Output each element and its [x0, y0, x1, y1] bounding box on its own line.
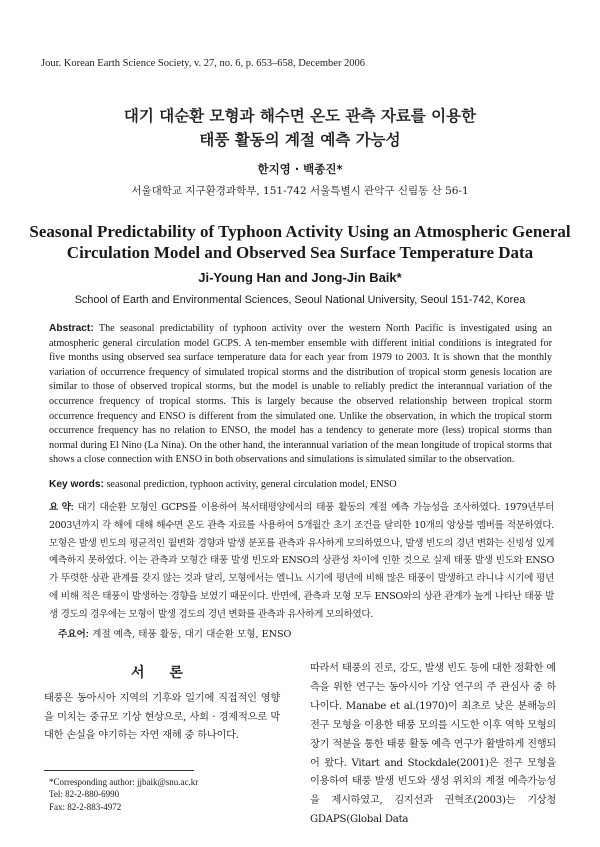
- journal-citation: Jour. Korean Earth Science Society, v. 27, no. 6, p. 653–658, December 2006: [41, 58, 366, 69]
- introduction-left-column: 태풍은 동아시아 지역의 기후와 일기에 직접적인 영향을 미치는 중규모 기상 현상으로, 사회 · 경제적으로 막대한 손실을 야기하는 자연 재해 중 하나이다.: [44, 693, 280, 742]
- telephone: Tel: 82-2-880-6990: [49, 789, 120, 800]
- keywords-label: Key words:: [49, 479, 104, 490]
- korean-keywords-label: 주요어:: [58, 629, 89, 640]
- korean-abstract-text: 대기 대순환 모형인 GCPS를 이용하여 북서태평양에서의 태풍 활동의 계절 예측 가능성을 조사하였다. 1979년부터 2003년까지 각 해에 대해 해수면 온도 관측 자료를 사용하여 5개월간 초기 조건을 달리한 10개의 앙상블 멤버를 적분하였다. 모형은 발생 빈도의 평균적인 월변화 경향과 발생 분포를 관측과 유사하게 모의하였으나, 발생 빈도의 경년 변화는 신빙성 있게 예측하지 못하였다. 이는 관측과 모형간 태풍 발생 빈도와 ENSO의 상관성 차이에 인한 것으로 실제 태풍 발생 빈도와 ENSO가 뚜렷한 상관 관계를 갖지 않는 것과 달리, 모형에서는 엘니뇨 시기에 평년에 비해 많은 태풍이 발생하고 라니냐 시기에 평년에 비해 적은 태풍이 발생하는 경향을 보였기 때문이다. 반면에, 관측과 모형 모두 ENSO와의 상관 관계가 높게 나타난 태풍 발생 경도의 경우에는 모형이 발생 경도의 경년 변화를 관측과 유사하게 모의하였다.: [49, 502, 555, 620]
- footnote-divider: [44, 770, 194, 771]
- english-title-line-1: Seasonal Predictability of Typhoon Activity Using an Atmospheric General: [29, 222, 571, 241]
- fax: Fax: 82-2-883-4972: [49, 801, 122, 812]
- english-affiliation: School of Earth and Environmental Sciences, Seoul National University, Seoul 151-742, Korea: [74, 294, 526, 306]
- korean-affiliation: 서울대학교 지구환경과학부, 151-742 서울특별시 관악구 신림동 산 56-1: [131, 185, 469, 197]
- footnote: [49, 776, 285, 813]
- introduction-right-column: 따라서 태풍의 진로, 강도, 발생 빈도 등에 대한 정확한 예측을 위한 연구는 동아시아 기상 연구의 주 관심사 중 하나이다. Manabe et al.(1970)이 최초로 낮은 분해능의 전구 모형을 이용한 태풍 모의를 시도한 이후 역학 모형의 장기 적분을 통한 태풍 활동 예측 연구가 활발하게 진행되어 왔다. Vitart and Stockdale(2001)은 전구 모형을 이용하여 태풍 발생 빈도와 생성 위치의 계절 예측가능성을 제시하였고, 김지선과 권혁조(2003)는 기상청 GDAPS(Global Data: [310, 663, 556, 826]
- abstract: [49, 322, 552, 468]
- abstract-text: The seasonal predictability of typhoon activity over the western North Pacific is investigated using an atmospheric general circulation model GCPS. A ten-member ensemble with different initial conditions is integrated for five months using observed sea surface temperature data for each year from 1979 to 2003. It is shown that the monthly variation of occurrence frequency of simulated tropical storms and the distribution of tropical storm genesis location are similar to those of observed tropical storms, but the model is unable to reliably predict the interannual variation of the occurrence frequency of tropical storms. This is largely because the observed relationship between tropical storm occurrence frequency and ENSO is different from the simulated one. Unlike the observation, in which the tropical storm occurrence frequency has no relation to ENSO, the model has a tendency to generate more (less) tropical storms than normal during El Nino (La Nina). On the other hand, the interannual variation of the mean longitude of tropical storms that shows a close connection with ENSO in both observations and simulations is simulated similar to the observation.: [49, 323, 552, 466]
- korean-keywords: [58, 626, 558, 640]
- english-authors: Ji-Young Han and Jong-Jin Baik*: [198, 270, 402, 285]
- korean-keywords-text: 계절 예측, 태풍 활동, 대기 대순환 모형, ENSO: [92, 629, 292, 640]
- corresponding-author: *Corresponding author: jjbaik@snu.ac.kr: [49, 777, 199, 787]
- abstract-label: Abstract:: [49, 323, 94, 334]
- korean-authors: 한지영 · 백종진*: [257, 162, 343, 176]
- korean-abstract: [49, 499, 554, 624]
- section-heading-introduction: 서 론: [131, 665, 193, 681]
- korean-abstract-label: 요 약:: [49, 502, 74, 513]
- korean-title-line-2: 태풍 활동의 계절 예측 가능성: [199, 131, 401, 149]
- english-title-line-2: Circulation Model and Observed Sea Surface Temperature Data: [66, 243, 534, 262]
- keywords: [49, 479, 552, 490]
- korean-title-line-1: 대기 대순환 모형과 해수면 온도 관측 자료를 이용한: [123, 107, 477, 125]
- keywords-text: seasonal prediction, typhoon activity, general circulation model, ENSO: [106, 479, 397, 490]
